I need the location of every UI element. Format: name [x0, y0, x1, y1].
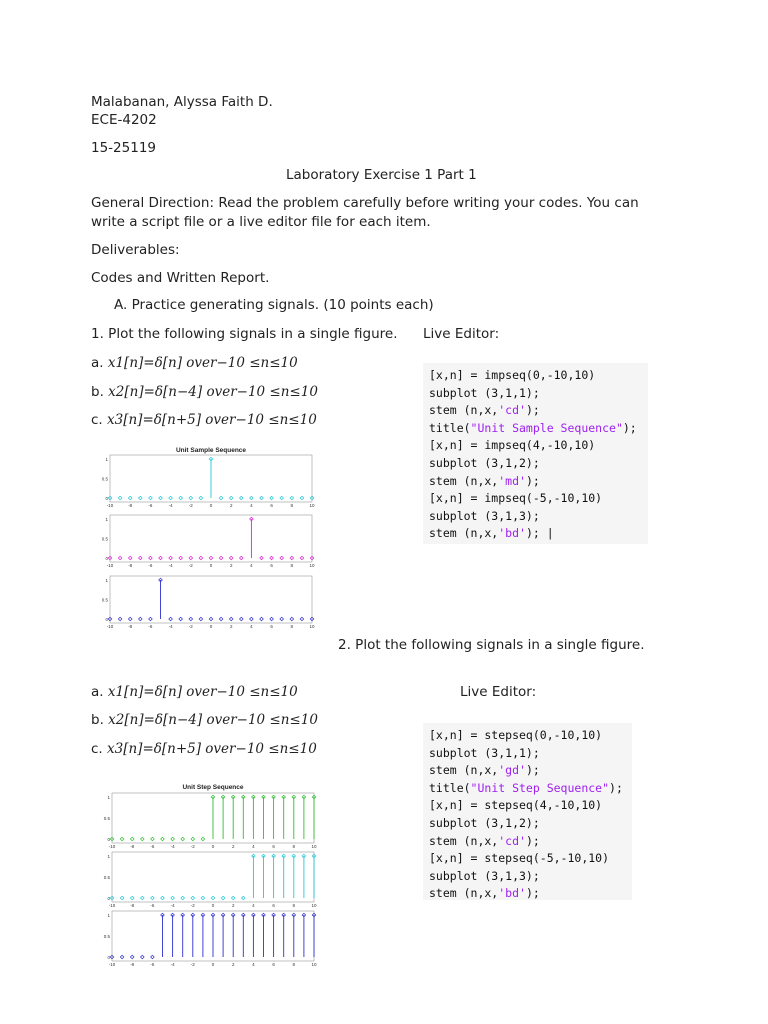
code-line: stem (n,x,'cd'); — [429, 403, 540, 418]
y-tick-label: 0.5 — [103, 816, 110, 821]
code-line: [x,n] = impseq(4,-10,10) — [429, 438, 596, 453]
general-direction-line-2: write a script file or a live editor file for each item. — [91, 214, 431, 230]
x-tick-label: 10 — [309, 563, 315, 568]
x-tick-label: -2 — [188, 624, 193, 629]
x-tick-label: 0 — [211, 844, 215, 849]
code-line: subplot (3,1,1); — [429, 745, 540, 760]
x-tick-label: 0 — [211, 962, 215, 967]
x-tick-label: -2 — [190, 844, 195, 849]
x-tick-label: -10 — [106, 563, 114, 568]
unit-step-figure — [100, 780, 322, 970]
x-tick-label: 0 — [209, 563, 213, 568]
x-tick-label: 10 — [309, 503, 315, 508]
x-tick-label: 8 — [290, 624, 294, 629]
code-line: [x,n] = stepseq(-5,-10,10) — [429, 851, 610, 866]
student-name: Malabanan, Alyssa Faith D. — [91, 94, 273, 110]
x-tick-label: -6 — [148, 624, 153, 629]
x-tick-label: -8 — [128, 624, 133, 629]
subplot-axes — [110, 576, 312, 623]
y-tick-label: 0.5 — [101, 536, 108, 542]
signal-expression: x1[n]=δ[n] over−10 ≤n≤10 — [107, 355, 298, 371]
x-tick-label: -8 — [130, 962, 135, 967]
student-id: 15-25119 — [91, 140, 156, 156]
x-tick-label: 2 — [229, 624, 233, 629]
item1-signal-b — [91, 384, 318, 400]
x-tick-label: -6 — [148, 563, 153, 568]
signal-prefix: c. — [91, 741, 108, 757]
x-tick-label: 8 — [290, 563, 294, 568]
x-tick-label: -2 — [190, 903, 195, 908]
code-line: subplot (3,1,3); — [429, 868, 540, 883]
item2-signal-c — [91, 741, 317, 757]
code-line: subplot (3,1,1); — [429, 385, 540, 400]
course-code: ECE-4202 — [91, 112, 157, 128]
item1-prompt: 1. Plot the following signals in a single figure. — [91, 326, 398, 342]
y-tick-label: 0 — [107, 896, 110, 901]
chart-title: Unit Step Sequence — [182, 784, 244, 791]
code-line: title("Unit Step Sequence"); — [429, 780, 623, 795]
code-line: subplot (3,1,2); — [429, 815, 540, 830]
general-direction-line-1: General Direction: Read the problem carefully before writing your codes. You can — [91, 195, 639, 211]
x-tick-label: -8 — [130, 903, 135, 908]
x-tick-label: -10 — [108, 844, 116, 849]
x-tick-label: 2 — [229, 563, 233, 568]
code-line: title("Unit Sample Sequence"); — [429, 420, 637, 435]
signal-expression: x2[n]=δ[n−4] over−10 ≤n≤10 — [108, 384, 318, 400]
x-tick-label: 4 — [252, 962, 255, 967]
x-tick-label: 4 — [252, 903, 255, 908]
deliverables-value: Codes and Written Report. — [91, 270, 270, 286]
unit-sample-figure — [98, 443, 320, 629]
y-tick-label: 0.5 — [101, 476, 108, 482]
item1-code-block — [423, 363, 648, 544]
x-tick-label: 8 — [292, 844, 296, 849]
x-tick-label: 6 — [272, 903, 275, 908]
x-tick-label: 10 — [309, 624, 315, 629]
x-tick-label: 10 — [311, 903, 317, 908]
x-tick-label: 6 — [270, 624, 273, 629]
signal-expression: x3[n]=δ[n+5] over−10 ≤n≤10 — [107, 412, 317, 428]
code-line: stem (n,x,'cd'); — [429, 833, 540, 848]
x-tick-label: 10 — [311, 962, 317, 967]
x-tick-label: -2 — [188, 563, 193, 568]
code-line: [x,n] = impseq(-5,-10,10) — [429, 491, 603, 506]
y-tick-label: 1 — [105, 578, 108, 583]
x-tick-label: 2 — [231, 903, 235, 908]
item1-live-editor-label: Live Editor: — [423, 326, 500, 342]
x-tick-label: -2 — [188, 503, 193, 508]
code-line: [x,n] = stepseq(0,-10,10) — [429, 728, 603, 742]
x-tick-label: 0 — [209, 503, 213, 508]
x-tick-label: 2 — [231, 962, 235, 967]
document-title: Laboratory Exercise 1 Part 1 — [286, 167, 477, 183]
signal-prefix: b. — [91, 712, 109, 728]
item2-live-editor-label: Live Editor: — [460, 684, 537, 700]
signal-prefix: b. — [91, 384, 109, 400]
x-tick-label: -4 — [170, 903, 175, 908]
y-tick-label: 0.5 — [103, 934, 110, 939]
x-tick-label: 6 — [272, 844, 275, 849]
x-tick-label: 8 — [292, 962, 296, 967]
x-tick-label: -10 — [106, 624, 114, 629]
item2-signal-b — [91, 712, 318, 728]
x-tick-label: -6 — [148, 503, 153, 508]
x-tick-label: -6 — [150, 903, 155, 908]
section-a-heading: A. Practice generating signals. (10 points each) — [114, 297, 434, 313]
x-tick-label: -4 — [168, 563, 173, 568]
signal-expression: x1[n]=δ[n] over−10 ≤n≤10 — [107, 684, 298, 700]
code-line: [x,n] = stepseq(4,-10,10) — [429, 798, 603, 813]
x-tick-label: 0 — [209, 624, 213, 629]
x-tick-label: 2 — [229, 503, 233, 508]
x-tick-label: 6 — [270, 563, 273, 568]
signal-prefix: c. — [91, 412, 108, 428]
signal-expression: x3[n]=δ[n+5] over−10 ≤n≤10 — [107, 741, 317, 757]
x-tick-label: 10 — [311, 844, 317, 849]
y-tick-label: 0 — [105, 617, 108, 622]
y-tick-label: 1 — [107, 795, 110, 800]
chart-title: Unit Sample Sequence — [175, 447, 247, 454]
x-tick-label: -8 — [128, 563, 133, 568]
x-tick-label: 6 — [270, 503, 273, 508]
x-tick-label: 4 — [250, 624, 253, 629]
x-tick-label: -4 — [170, 962, 175, 967]
x-tick-label: -4 — [168, 503, 173, 508]
signal-prefix: a. — [91, 684, 108, 700]
x-tick-label: -6 — [150, 844, 155, 849]
code-line: stem (n,x,'bd'); | — [429, 526, 554, 541]
item1-signal-c — [91, 412, 317, 428]
x-tick-label: -6 — [150, 962, 155, 967]
y-tick-label: 0.5 — [103, 875, 110, 880]
x-tick-label: 8 — [292, 903, 296, 908]
x-tick-label: 0 — [211, 903, 215, 908]
x-tick-label: -8 — [128, 503, 133, 508]
deliverables-label: Deliverables: — [91, 242, 180, 258]
item2-code-block — [423, 723, 632, 900]
item2-prompt: 2. Plot the following signals in a single figure. — [338, 637, 645, 653]
y-tick-label: 0 — [105, 496, 108, 501]
x-tick-label: -4 — [170, 844, 175, 849]
x-tick-label: -10 — [108, 903, 116, 908]
code-line: subplot (3,1,2); — [429, 455, 540, 470]
y-tick-label: 1 — [105, 457, 108, 462]
x-tick-label: -10 — [108, 962, 116, 967]
code-line: [x,n] = impseq(0,-10,10) — [429, 368, 596, 382]
y-tick-label: 1 — [107, 854, 110, 859]
code-line: subplot (3,1,3); — [429, 508, 540, 523]
item2-signal-a — [91, 684, 298, 700]
x-tick-label: -8 — [130, 844, 135, 849]
y-tick-label: 0.5 — [101, 597, 108, 603]
y-tick-label: 0 — [105, 556, 108, 561]
item1-signal-a — [91, 355, 298, 371]
x-tick-label: -2 — [190, 962, 195, 967]
y-tick-label: 0 — [107, 837, 110, 842]
x-tick-label: -10 — [106, 503, 114, 508]
x-tick-label: 4 — [250, 563, 253, 568]
code-line: stem (n,x,'bd'); — [429, 886, 540, 901]
signal-expression: x2[n]=δ[n−4] over−10 ≤n≤10 — [108, 712, 318, 728]
y-tick-label: 0 — [107, 955, 110, 960]
code-line: stem (n,x,'md'); — [429, 473, 540, 488]
x-tick-label: 2 — [231, 844, 235, 849]
x-tick-label: 8 — [290, 503, 294, 508]
y-tick-label: 1 — [105, 517, 108, 522]
x-tick-label: 6 — [272, 962, 275, 967]
signal-prefix: a. — [91, 355, 108, 371]
x-tick-label: -4 — [168, 624, 173, 629]
subplot-axes — [110, 515, 312, 562]
code-line: stem (n,x,'gd'); — [429, 763, 540, 778]
x-tick-label: 4 — [250, 503, 253, 508]
y-tick-label: 1 — [107, 913, 110, 918]
x-tick-label: 4 — [252, 844, 255, 849]
